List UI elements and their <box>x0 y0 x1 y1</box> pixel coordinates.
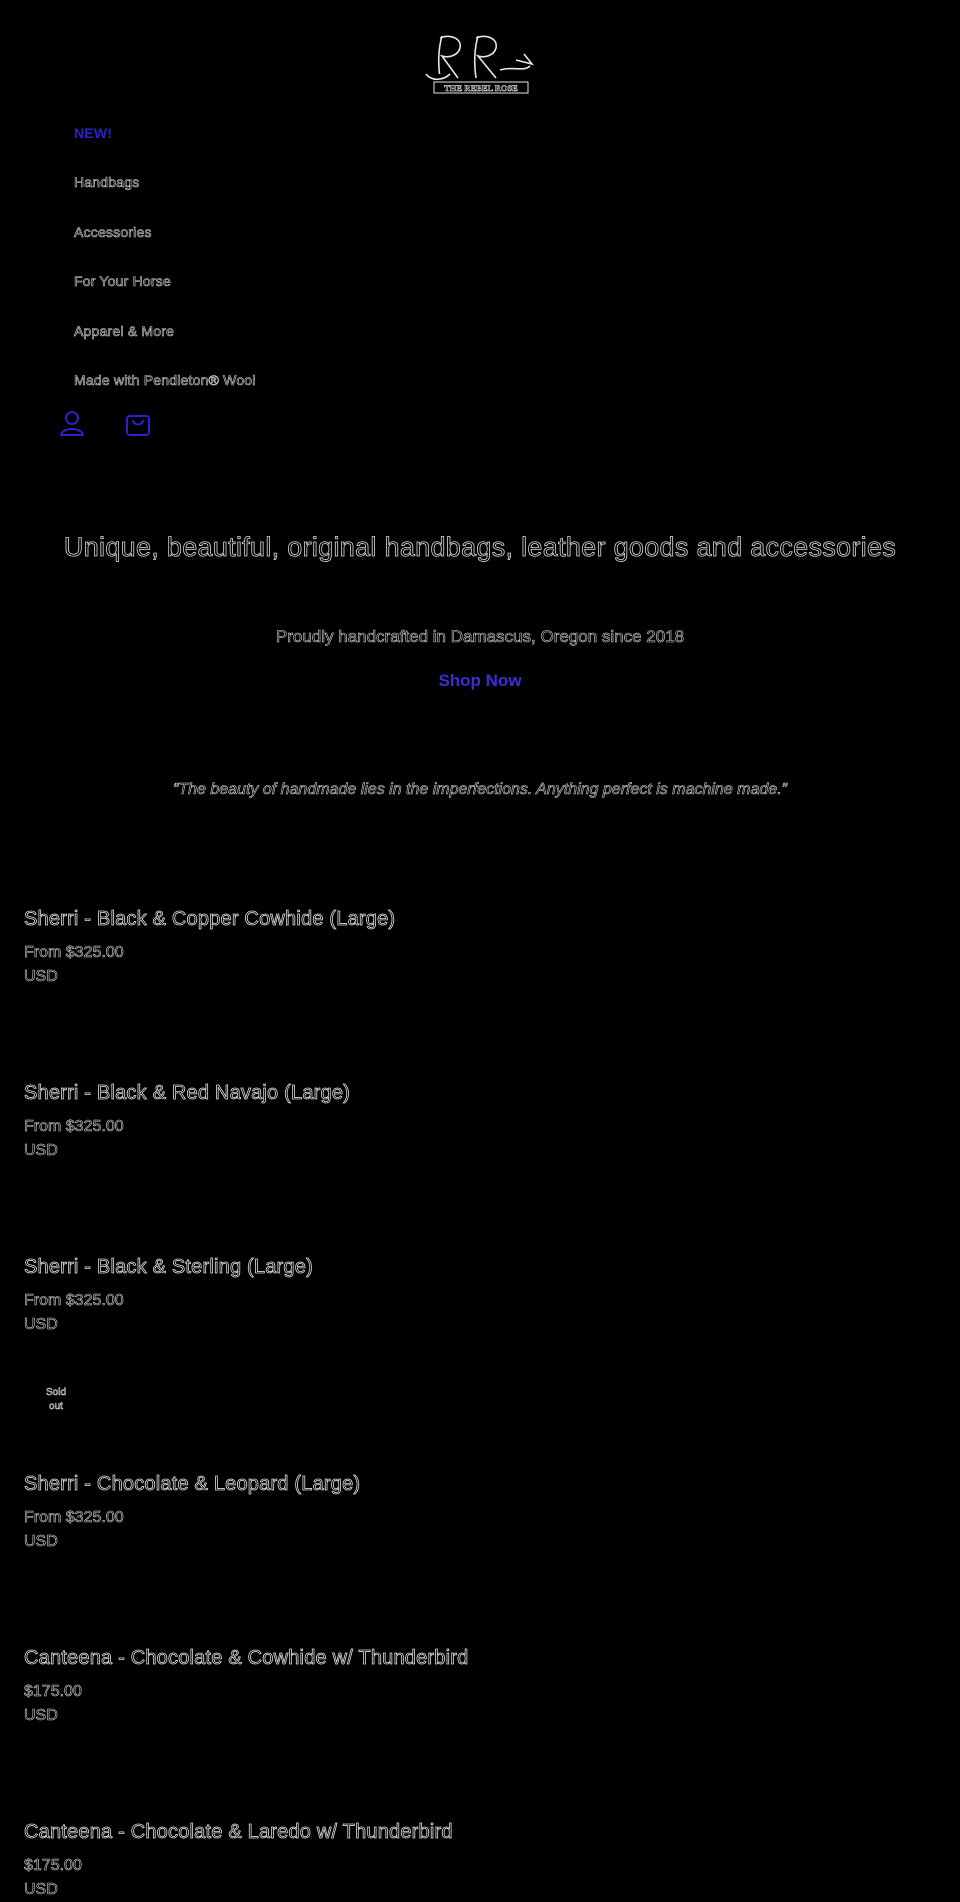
nav-item-apparel[interactable]: Apparel & More <box>74 322 175 339</box>
product-title[interactable]: Sherri - Black & Red Navajo (Large) <box>24 1082 351 1104</box>
product-price: $175.00 <box>24 1683 82 1700</box>
product-title[interactable]: Sherri - Chocolate & Leopard (Large) <box>24 1473 361 1495</box>
rebel-rose-logo-icon <box>420 30 540 96</box>
product-title[interactable]: Canteena - Chocolate & Cowhide w/ Thunderbird <box>24 1647 469 1669</box>
hero-subtitle: Proudly handcrafted in Damascus, Oregon since 2018 <box>275 627 685 646</box>
header-icons <box>58 408 152 438</box>
nav-item-accessories[interactable]: Accessories <box>74 223 152 240</box>
product-currency: USD <box>24 1316 58 1333</box>
hero-title: Unique, beautiful, original handbags, leather goods and accessories <box>63 532 897 562</box>
product-title[interactable]: Sherri - Black & Copper Cowhide (Large) <box>24 908 396 930</box>
account-icon <box>59 409 85 437</box>
product-price: From $325.00 <box>24 944 124 961</box>
account-button[interactable] <box>58 408 86 438</box>
nav-item-new[interactable]: NEW! <box>74 124 113 141</box>
quote-text: “The beauty of handmade lies in the imperfections. Anything perfect is machine made.” <box>173 781 787 798</box>
product-currency: USD <box>24 1142 58 1159</box>
cart-icon <box>125 409 151 437</box>
product-currency: USD <box>24 1881 58 1898</box>
product-card[interactable] <box>24 1645 924 1728</box>
product-price: From $325.00 <box>24 1509 124 1526</box>
nav-item-for-your-horse[interactable]: For Your Horse <box>74 273 171 290</box>
product-currency: USD <box>24 1707 58 1724</box>
product-price: From $325.00 <box>24 1292 124 1309</box>
product-currency: USD <box>24 968 58 985</box>
sold-out-line1: Sold <box>45 1387 66 1398</box>
nav-item-pendleton[interactable]: Made with Pendleton® Wool <box>74 372 256 389</box>
product-title[interactable]: Sherri - Black & Sterling (Large) <box>24 1256 313 1278</box>
nav-item-handbags[interactable]: Handbags <box>74 174 140 191</box>
cart-button[interactable] <box>124 408 152 438</box>
sold-out-badge <box>36 1386 76 1414</box>
product-price: $175.00 <box>24 1857 82 1874</box>
product-card[interactable] <box>24 1471 924 1554</box>
site-logo[interactable] <box>420 30 540 96</box>
product-currency: USD <box>24 1533 58 1550</box>
logo-wordmark: THE REBEL ROSE <box>444 83 518 93</box>
product-card[interactable] <box>24 1080 924 1163</box>
product-price: From $325.00 <box>24 1118 124 1135</box>
product-card[interactable] <box>24 1819 924 1902</box>
main-nav <box>74 108 256 405</box>
shop-now-link[interactable]: Shop Now <box>438 671 522 690</box>
product-title[interactable]: Canteena - Chocolate & Laredo w/ Thunderbird <box>24 1821 453 1843</box>
product-card[interactable] <box>24 1254 924 1337</box>
sold-out-line2: out <box>49 1401 63 1412</box>
product-card[interactable] <box>24 906 924 989</box>
